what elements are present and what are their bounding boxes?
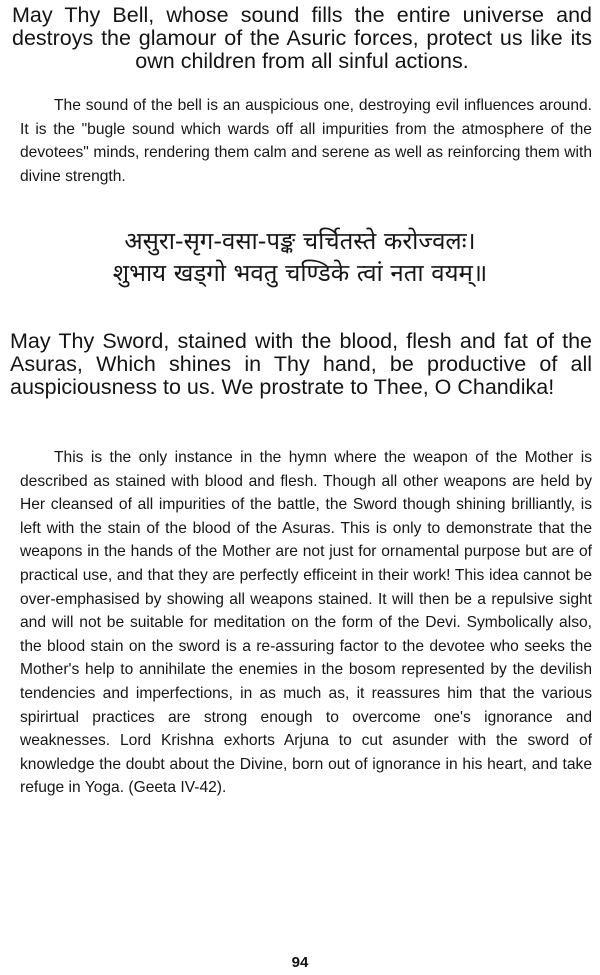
- page-number: 94: [291, 954, 309, 971]
- verse-translation-sword: May Thy Sword, stained with the blood, flesh and fat of the Asuras, Which shines in Thy hand, be productive of all auspiciousness to us. We prostrate to Thee, O Chandika!: [10, 329, 592, 399]
- sanskrit-verse-line-2: शुभाय खड्गो भवतु चण्डिके त्वां नता वयम्॥: [112, 259, 488, 287]
- sanskrit-verse-line-1: असुरा-सृग-वसा-पङ्क चर्चितस्ते करोज्वलः।: [124, 227, 476, 255]
- commentary-sword: This is the only instance in the hymn where the weapon of the Mother is described as stained with blood and flesh. Though all other weapons are held by Her cleansed of all impurities of the battle, the Sword though shining brilliantly, is left with the stain of the blood of the Asuras. This is only to demonstrate that the weapons in the hands of the Mother are not just for ornamental purpose but are of practical use, and that they are perfectly efficeint in their work! This idea cannot be over-emphasised by showing all weapons stained. It will then be a repulsive sight and will not be suitable for meditation on the form of the Devi. Symbolically also, the blood stain on the sword is a re-assuring factor to the devotee who seeks the Mother's help to annihilate the enemies in the bosom represented by the devilish tendencies and imperfections, in as much as, it reassures him that the various spirirtual practices are strong enough to overcome one's ignorance and weaknesses. Lord Krishna exhorts Arjuna to cut asunder with the sword of knowledge the doubt about the Divine, born out of ignorance in his heart, and take refuge in Yoga. (Geeta IV-42).: [20, 449, 592, 797]
- verse-translation-bell: May Thy Bell, whose sound fills the entire universe and destroys the glamour of the Asuric forces, protect us like its own children from all sinful actions.: [12, 3, 592, 73]
- commentary-bell: The sound of the bell is an auspicious one, destroying evil influences around. It is the "bugle sound which wards off all impurities from the atmosphere of the devotees" minds, rendering them calm and serene as well as reinforcing them with divine strength.: [20, 97, 592, 185]
